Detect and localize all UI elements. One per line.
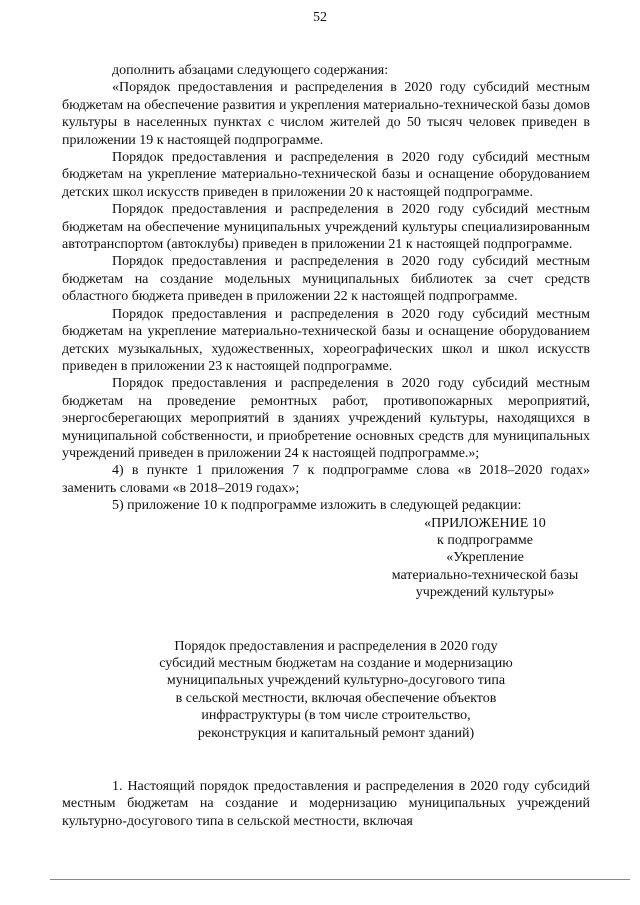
paragraph-appendix-21: Порядок предоставления и распределения в 2020 году субсидий местным бюджетам на обеспечение муниципальных учреждений культуры специализированным автотранспортом (автоклубы) приведен в приложении 21 к настоящей подпрограмме. xyxy=(62,202,590,253)
page-number: 52 xyxy=(313,10,327,25)
intro-paragraph: дополнить абзацами следующего содержания: xyxy=(112,63,389,78)
title-line: Порядок предоставления и распределения в 2020 году xyxy=(174,638,498,654)
appendix-line: «ПРИЛОЖЕНИЕ 10 xyxy=(424,515,546,531)
title-line: субсидий местным бюджетам на создание и модернизацию xyxy=(159,656,513,671)
order-title xyxy=(62,638,590,742)
title-line: реконструкция и капитальный ремонт зданий) xyxy=(197,725,475,741)
paragraph-appendix-23: Порядок предоставления и распределения в 2020 году субсидий местным бюджетам на укрепление материально-технической базы и оснащение оборудованием детских музыкальных, художественных, хореографических школ и школ искусств приведен в приложении 23 к настоящей подпрограмме. xyxy=(62,306,590,374)
title-line: муниципальных учреждений культурно-досугового типа xyxy=(166,673,506,689)
appendix-line: материально-технической базы xyxy=(391,567,579,583)
appendix-heading xyxy=(380,515,590,602)
title-line: инфраструктуры (в том числе строительство, xyxy=(201,708,471,724)
paragraph-appendix-22: Порядок предоставления и распределения в 2020 году субсидий местным бюджетам на создание модельных муниципальных библиотек за счет средств областного бюджета приведен в приложении 22 к настоящей подпрограмме. xyxy=(62,254,590,305)
appendix-line: «Укрепление xyxy=(446,550,524,566)
paragraph-appendix-20: Порядок предоставления и распределения в 2020 году субсидий местным бюджетам на укрепление материально-технической базы и оснащение оборудованием детских школ искусств приведен в приложении 20 к настоящей подпрограмме. xyxy=(62,150,590,200)
title-line: в сельской местности, включая обеспечение объектов xyxy=(175,690,497,706)
clause-1: 1. Настоящий порядок предоставления и распределения в 2020 году субсидий местным бюджетам на создание и модернизацию муниципальных учреждений культурно-досугового типа в сельской местности, включая xyxy=(62,779,590,829)
paragraph-appendix-19: «Порядок предоставления и распределения в 2020 году субсидий местным бюджетам на обеспечение развития и укрепления материально-технической базы домов культуры в населенных пунктах с числом жителей до 50 тысяч человек приведен в приложении 19 к настоящей подпрограмме. xyxy=(62,80,590,148)
appendix-line: учреждений культуры» xyxy=(415,585,555,601)
page-bottom-rule xyxy=(50,879,630,880)
appendix-line: к подпрограмме xyxy=(437,532,533,548)
paragraph-appendix-24: Порядок предоставления и распределения в 2020 году субсидий местным бюджетам на проведение ремонтных работ, противопожарных мероприятий, энергосберегающих мероприятий в зданиях учреждений культуры, находящихся в муниципальной собственности, и приобретение основных средств для муниципальных учреждений приведен в приложении 24 к настоящей подпрограмме.»; xyxy=(62,376,590,461)
paragraph-item-5: 5) приложение 10 к подпрограмме изложить в следующей редакции: xyxy=(112,498,522,514)
document-body xyxy=(62,62,590,830)
paragraph-item-4: 4) в пункте 1 приложения 7 к подпрограмме слова «в 2018–2020 годах» заменить словами «в 2018–2019 годах»; xyxy=(62,463,590,496)
